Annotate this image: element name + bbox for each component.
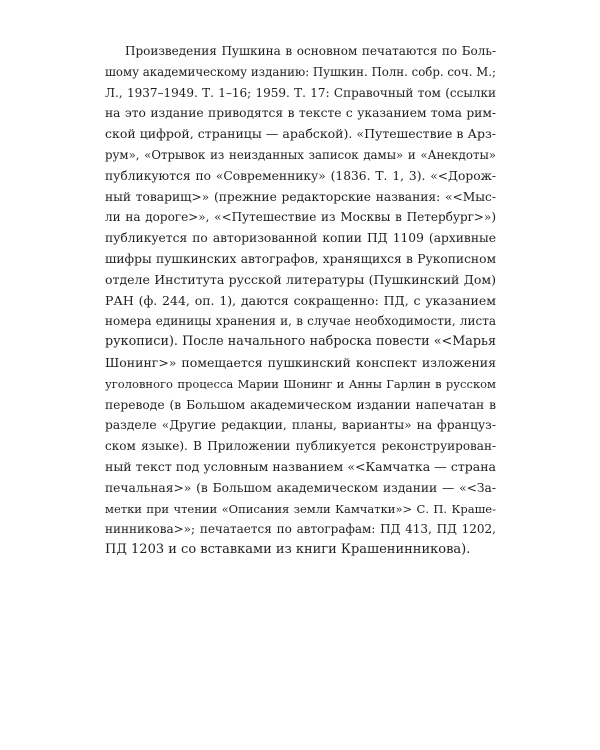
text-line: метки при чтении «Описания земли Камчатки»> С. П. Краше- [105, 501, 496, 516]
text-line: рукописи). После начального наброска повести «<Марья [105, 334, 496, 350]
text-line: Произведения Пушкина в основном печатаются по Боль- [125, 44, 496, 58]
text-line: рум», «Отрывок из неизданных записок дамы» и «Анекдоты» [105, 147, 496, 162]
text-line: Шонинг>» помещается пушкинский конспект изложения [105, 354, 496, 370]
text-line: на это издание приводятся в тексте с указанием тома рим- [105, 106, 496, 121]
text-line: нинникова>»; печатается по автографам: ПД 413, ПД 1202, [105, 522, 496, 537]
text-line: ской цифрой, страницы — арабской). «Путешествие в Арз- [105, 126, 496, 142]
text-line: ный товарищ>» (прежние редакторские названия: «<Мыс- [105, 189, 496, 204]
text-line: Л., 1937–1949. Т. 1–16; 1959. Т. 17: Справочный том (ссылки [105, 85, 496, 100]
text-line: разделе «Другие редакции, планы, варианты» на француз- [105, 418, 496, 433]
text-line: печальная>» (в Большом академическом издании — «<За- [105, 480, 496, 495]
text-line: шифры пушкинских автографов, хранящихся в Рукописном [105, 251, 496, 266]
text-line: ли на дороге>», «<Путешествие из Москвы в Петербург>») [105, 210, 496, 225]
text-line: шому академическому изданию: Пушкин. Полн. собр. соч. М.; [105, 64, 496, 79]
text-line: ском языке). В Приложении публикуется реконструирован- [105, 439, 496, 454]
text-line: РАН (ф. 244, оп. 1), даются сокращенно: ПД, с указанием [105, 292, 496, 308]
text-line: переводе (в Большом академическом издании напечатан в [105, 397, 496, 412]
text-line: ный текст под условным названием «<Камчатка — страна [105, 458, 496, 474]
text-line: ПД 1203 и со вставками из книги Крашенинникова). [105, 542, 471, 558]
body-paragraph [105, 41, 496, 561]
text-line: публикуется по авторизованной копии ПД 1109 (архивные [105, 231, 496, 246]
text-line: уголовного процесса Марии Шонинг и Анны Гарлин в русском [105, 376, 496, 391]
text-line: номера единицы хранения и, в случае необходимости, листа [105, 314, 496, 329]
text-line: публикуются по «Современнику» (1836. Т. 1, 3). «<Дорож- [105, 168, 496, 183]
text-line: отделе Института русской литературы (Пушкинский Дом) [105, 271, 496, 287]
